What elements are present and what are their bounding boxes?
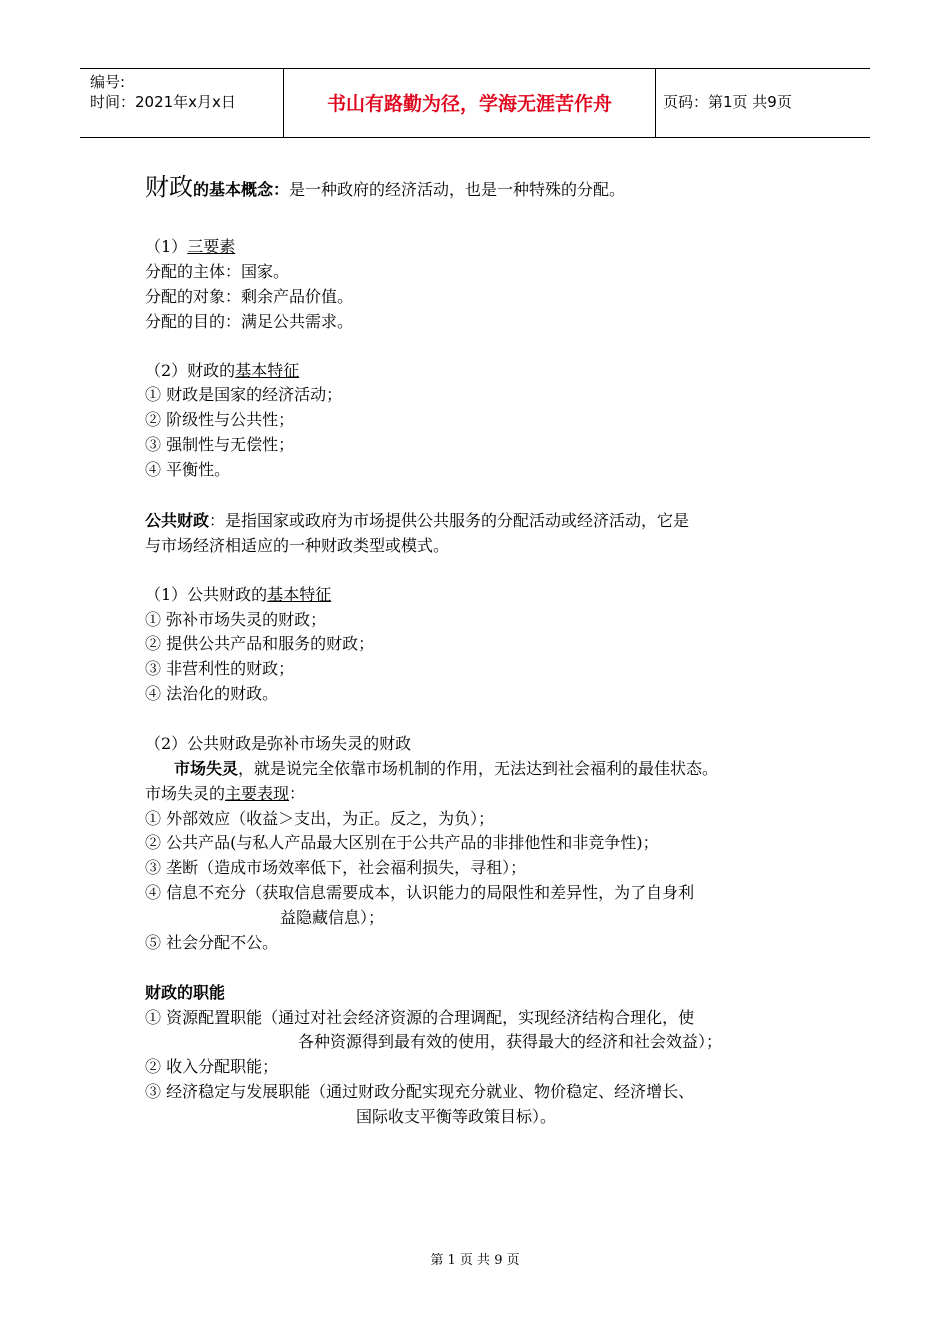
list-item-cont: 益隐藏信息）； xyxy=(280,908,385,927)
finance-concept-line xyxy=(145,172,625,205)
list-item: ② 阶级性与公共性； xyxy=(145,410,295,429)
list-item: ③ 非营利性的财政； xyxy=(145,659,295,678)
header-page-number: 页码：第1页 共9页 xyxy=(663,93,792,111)
subheading-public-features: （1）公共财政的基本特征 xyxy=(145,585,332,604)
doc-date: 时间：2021年x月x日 xyxy=(90,93,236,111)
list-item-cont: 各种资源得到最有效的使用，获得最大的经济和社会效益）； xyxy=(298,1032,723,1051)
list-item: ① 外部效应（收益＞支出，为正。反之，为负）； xyxy=(145,809,495,828)
public-finance-definition: 公共财政：是指国家或政府为市场提供公共服务的分配活动或经济活动，它是 xyxy=(145,511,690,530)
list-item: ③ 经济稳定与发展职能（通过财政分配实现充分就业、物价稳定、经济增长、 xyxy=(145,1082,695,1101)
list-item-cont: 国际收支平衡等政策目标）。 xyxy=(356,1107,557,1126)
page-header xyxy=(80,68,870,138)
subheading-market-failure: （2）公共财政是弥补市场失灵的财政 xyxy=(145,734,412,753)
header-meta xyxy=(90,72,236,112)
public-finance-definition-cont: 与市场经济相适应的一种财政类型或模式。 xyxy=(145,536,450,555)
doc-number: 编号: xyxy=(90,73,126,91)
market-failure-definition: 市场失灵，就是说完全依靠市场机制的作用，无法达到社会福利的最佳状态。 xyxy=(174,759,719,778)
list-item: ① 财政是国家的经济活动； xyxy=(145,385,343,404)
list-item: ④ 平衡性。 xyxy=(145,460,231,479)
main-manifestations-line: 市场失灵的主要表现： xyxy=(145,784,306,803)
header-motto: 书山有路勤为径，学海无涯苦作舟 xyxy=(326,93,612,115)
list-item: ② 收入分配职能； xyxy=(145,1057,279,1076)
list-item: ④ 信息不充分（获取信息需要成本，认识能力的局限性和差异性，为了自身利 xyxy=(145,883,695,902)
finance-functions-title: 财政的职能 xyxy=(145,983,226,1002)
concept-definition: 是一种政府的经济活动，也是一种特殊的分配。 xyxy=(289,180,626,199)
list-item: ① 资源配置职能（通过对社会经济资源的合理调配，实现经济结构合理化，使 xyxy=(145,1008,695,1027)
concept-label: 的基本概念： xyxy=(193,180,290,199)
list-item: 分配的目的：满足公共需求。 xyxy=(145,312,354,331)
list-item: 分配的对象：剩余产品价值。 xyxy=(145,287,354,306)
list-item: 分配的主体：国家。 xyxy=(145,262,290,281)
list-item: ③ 强制性与无偿性； xyxy=(145,435,295,454)
page-footer: 第 1 页 共 9 页 xyxy=(430,1253,520,1268)
subheading-three-elements: （1）三要素 xyxy=(145,237,236,256)
list-item: ④ 法治化的财政。 xyxy=(145,684,279,703)
list-item: ⑤ 社会分配不公。 xyxy=(145,933,279,952)
list-item: ③ 垄断（造成市场效率低下，社会福利损失，寻租）； xyxy=(145,858,527,877)
list-item: ② 提供公共产品和服务的财政； xyxy=(145,634,375,653)
list-item: ② 公共产品(与私人产品最大区别在于公共产品的非排他性和非竞争性)； xyxy=(145,833,659,852)
subheading-basic-features: （2）财政的基本特征 xyxy=(145,361,300,380)
list-item: ① 弥补市场失灵的财政； xyxy=(145,610,327,629)
finance-term: 财政 xyxy=(145,173,193,201)
